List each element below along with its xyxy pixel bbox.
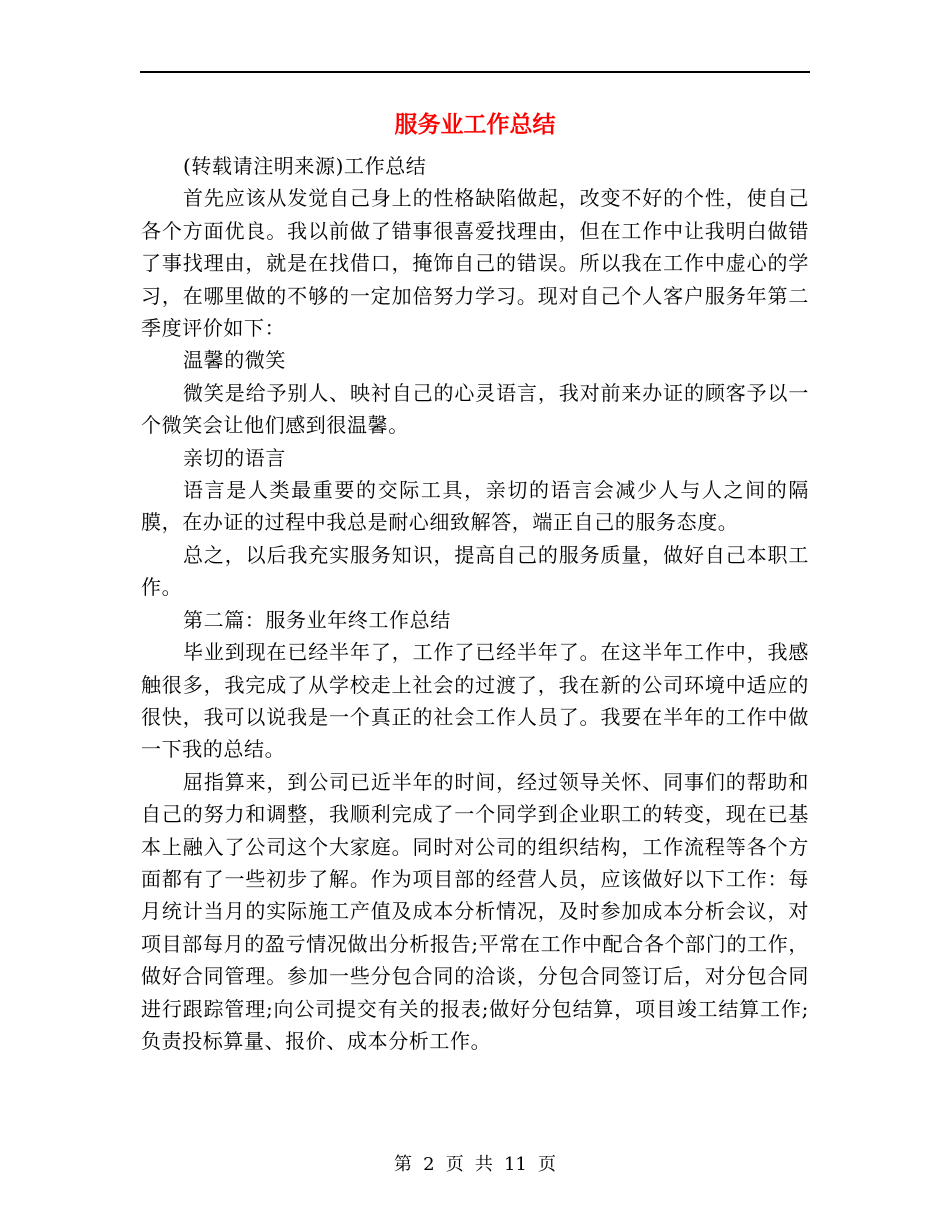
document-body — [141, 150, 809, 1057]
paragraph-half-year: 毕业到现在已经半年了，工作了已经半年了。在这半年工作中，我感触很多，我完成了从学校走上社会的过渡了，我在新的公司环境中适应的很快，我可以说我是一个真正的社会工作人员了。我要在半年的工作中做一下我的总结。 — [141, 640, 809, 762]
paragraph-conclusion: 总之，以后我充实服务知识，提高自己的服务质量，做好自己本职工作。 — [141, 542, 809, 600]
page-number-footer: 第 2 页 共 11 页 — [394, 1154, 556, 1175]
heading-warm-smile: 温馨的微笑 — [183, 348, 286, 373]
paragraph-intro: 首先应该从发觉自己身上的性格缺陷做起，改变不好的个性，使自己各个方面优良。我以前做了错事很喜爱找理由，但在工作中让我明白做错了事找理由，就是在找借口，掩饰自己的错误。所以我在工作中虚心的学习，在哪里做的不够的一定加倍努力学习。现对自己个人客户服务年第二季度评价如下： — [141, 186, 809, 341]
paragraph-smile: 微笑是给予别人、映衬自己的心灵语言，我对前来办证的顾客予以一个微笑会让他们感到很温馨。 — [141, 380, 809, 438]
paragraph-company-work: 屈指算来，到公司已近半年的时间，经过领导关怀、同事们的帮助和自己的努力和调整，我顺利完成了一个同学到企业职工的转变，现在已基本上融入了公司这个大家庭。同时对公司的组织结构，工作流程等各个方面都有了一些初步了解。作为项目部的经营人员，应该做好以下工作：每月统计当月的实际施工产值及成本分析情况，及时参加成本分析会议，对项目部每月的盈亏情况做出分析报告;平常在工作中配合各个部门的工作，做好合同管理。参加一些分包合同的洽谈，分包合同签订后，对分包合同进行跟踪管理;向公司提交有关的报表;做好分包结算，项目竣工结算工作;负责投标算量、报价、成本分析工作。 — [141, 769, 809, 1053]
header-rule — [140, 71, 810, 73]
paragraph-source-note: (转载请注明来源)工作总结 — [183, 154, 427, 178]
document-title: 服务业工作总结 — [394, 112, 556, 138]
paragraph-language: 语言是人类最重要的交际工具，亲切的语言会减少人与人之间的隔膜，在办证的过程中我总是耐心细致解答，端正自己的服务态度。 — [141, 478, 809, 535]
heading-second-article: 第二篇：服务业年终工作总结 — [183, 607, 451, 632]
heading-kind-language: 亲切的语言 — [183, 445, 286, 470]
